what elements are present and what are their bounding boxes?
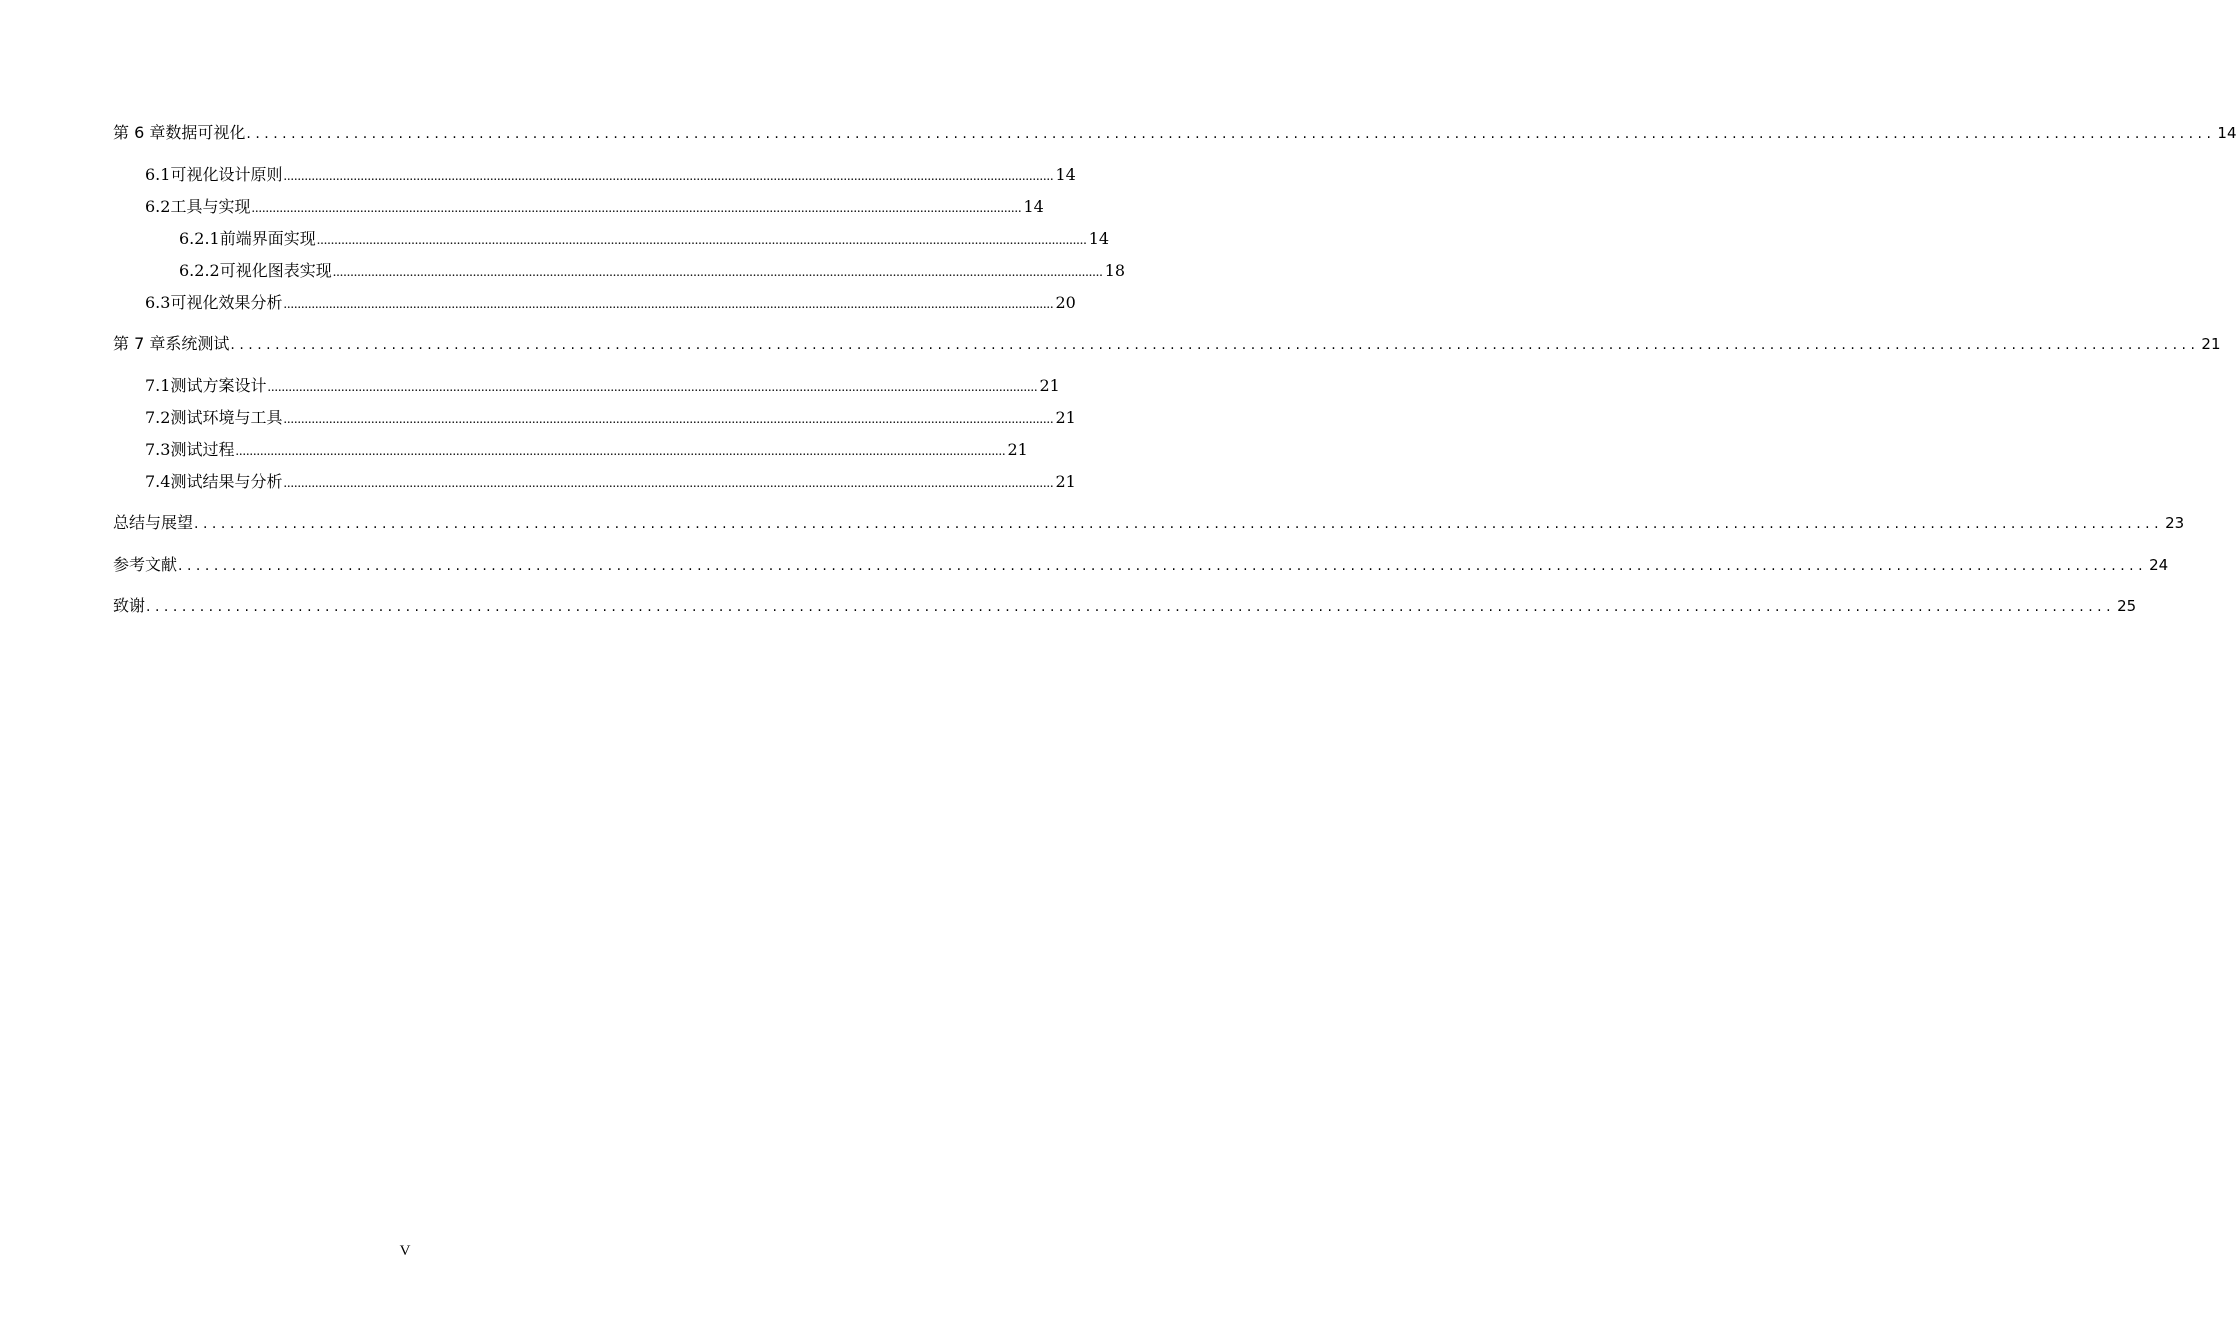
- toc-entry-number: 6.3: [145, 293, 171, 312]
- dot-leader: ............................................................................................................................................................................................................................: [283, 412, 1054, 427]
- toc-entry-title: 数据可视化: [165, 123, 246, 142]
- dot-leader: ............................................................................................................................................................................................................................: [146, 599, 2116, 615]
- toc-entry[interactable]: [145, 437, 1028, 461]
- toc-entry-title: 测试方案设计: [170, 376, 267, 395]
- toc-entry[interactable]: [179, 226, 1110, 250]
- toc-entry-page: 14: [1088, 229, 1110, 248]
- dot-leader: ............................................................................................................................................................................................................................: [178, 558, 2148, 574]
- toc-entry-title: 系统测试: [165, 334, 230, 353]
- dot-leader: ............................................................................................................................................................................................................................: [283, 476, 1054, 491]
- toc-entry-number: 第 6 章: [113, 123, 166, 142]
- toc-entry-number: 7.3: [145, 440, 171, 459]
- dot-leader: ............................................................................................................................................................................................................................: [283, 297, 1054, 312]
- dot-leader: ............................................................................................................................................................................................................................: [283, 169, 1054, 184]
- toc-entry-title: 可视化图表实现: [219, 261, 332, 280]
- toc-entry-title: 测试环境与工具: [170, 408, 283, 427]
- toc-entry-page: 21: [1055, 472, 1076, 491]
- toc-entry[interactable]: [113, 593, 2137, 617]
- toc-entry[interactable]: [113, 331, 2221, 355]
- toc-entry-number: 第 7 章: [113, 334, 166, 353]
- toc-entry-page: 23: [2165, 514, 2185, 532]
- toc-entry[interactable]: [145, 290, 1076, 314]
- toc-entry-title: 前端界面实现: [219, 229, 316, 248]
- toc-entry-page: 18: [1104, 261, 1126, 280]
- toc-entry-number: 7.1: [145, 376, 171, 395]
- toc-entry-page: 21: [1039, 376, 1060, 395]
- toc-entry-number: 7.4: [145, 472, 171, 491]
- toc-entry[interactable]: [113, 510, 2185, 534]
- toc-entry-page: 14: [2217, 124, 2237, 142]
- page-number-footer: V: [399, 1243, 411, 1259]
- dot-leader: ............................................................................................................................................................................................................................: [194, 516, 2164, 532]
- toc-entry-title: 工具与实现: [170, 197, 251, 216]
- toc-entry-title: 可视化设计原则: [170, 165, 283, 184]
- toc-entry-title: 测试结果与分析: [170, 472, 283, 491]
- toc-entry-title: 总结与展望: [113, 513, 194, 532]
- toc-entry-number: 6.1: [145, 165, 171, 184]
- toc-entry-page: 21: [1007, 440, 1028, 459]
- dot-leader: ............................................................................................................................................................................................................................: [246, 126, 2216, 142]
- dot-leader: ............................................................................................................................................................................................................................: [267, 380, 1038, 395]
- dot-leader: ............................................................................................................................................................................................................................: [230, 337, 2200, 353]
- dot-leader: ............................................................................................................................................................................................................................: [235, 444, 1006, 459]
- toc-entry-page: 25: [2117, 597, 2137, 615]
- toc-entry-title: 可视化效果分析: [170, 293, 283, 312]
- toc-entry[interactable]: [145, 162, 1076, 186]
- toc-entry[interactable]: [113, 552, 2169, 576]
- toc-entry-page: 14: [1023, 197, 1044, 216]
- toc-entry-number: 7.2: [145, 408, 171, 427]
- toc-entry[interactable]: [113, 120, 2237, 144]
- toc-entry[interactable]: [145, 405, 1076, 429]
- toc-entry-page: 21: [2201, 335, 2221, 353]
- dot-leader: ............................................................................................................................................................................................................................: [251, 201, 1022, 216]
- toc-entry-title: 致谢: [113, 596, 146, 615]
- toc-entry-title: 参考文献: [113, 555, 178, 574]
- toc-entry-page: 20: [1055, 293, 1076, 312]
- toc-entry[interactable]: [179, 258, 1126, 282]
- toc-entry-title: 测试过程: [170, 440, 235, 459]
- toc-entry-number: 6.2.1: [179, 229, 220, 248]
- toc-entry[interactable]: [145, 469, 1076, 493]
- toc-entry-page: 14: [1055, 165, 1076, 184]
- toc-entry-page: 24: [2149, 556, 2169, 574]
- dot-leader: ............................................................................................................................................................................................................................: [316, 233, 1087, 248]
- toc-entry-page: 21: [1055, 408, 1076, 427]
- toc-entry[interactable]: [145, 373, 1060, 397]
- toc-entry-number: 6.2: [145, 197, 171, 216]
- dot-leader: ............................................................................................................................................................................................................................: [332, 265, 1103, 280]
- toc-entry[interactable]: [145, 194, 1044, 218]
- toc-entry-number: 6.2.2: [179, 261, 220, 280]
